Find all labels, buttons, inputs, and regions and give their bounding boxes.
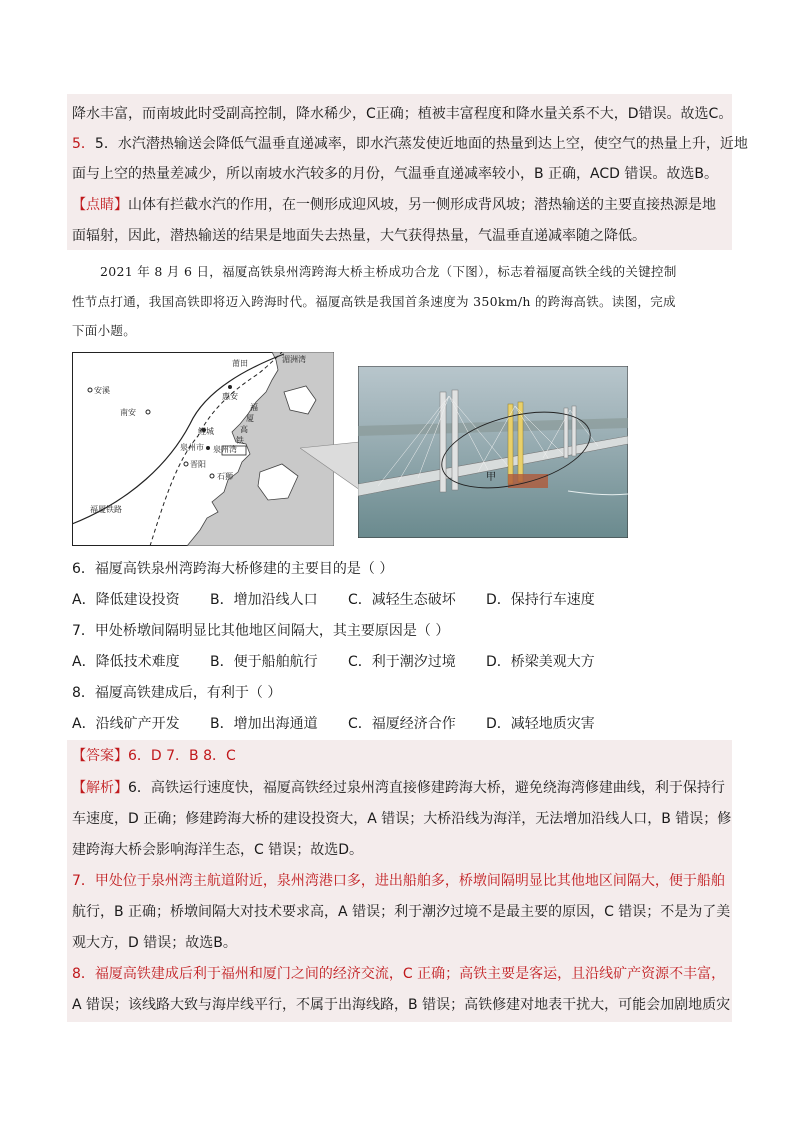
- question-8-option-c[interactable]: C．福厦经济合作: [348, 716, 456, 732]
- analysis-line: 观大方，D 错误；故选B。: [72, 935, 237, 951]
- answer-tag: 【答案】: [72, 748, 128, 764]
- answer-line: [72, 746, 236, 766]
- analysis-line: 8．福厦高铁建成后利于福州和厦门之间的经济交流，C 正确；高铁主要是客运，且沿线矿产资源不丰富，: [72, 966, 726, 982]
- map-label: 惠安: [222, 392, 238, 401]
- question-7-option-d[interactable]: D．桥梁美观大方: [486, 654, 595, 670]
- analysis-line: A 错误；该线路大致与海岸线平行，不属于出海线路，B 错误；高铁修建对地表干扰大，可能会加剧地质灾: [72, 997, 731, 1013]
- map-label: 泉州市: [180, 443, 204, 452]
- analysis-tag: 【解析】: [72, 780, 128, 796]
- question-7-option-c[interactable]: C．利于潮汐过境: [348, 654, 456, 670]
- map-label: 厦: [246, 414, 254, 423]
- question-7-option-a[interactable]: A．降低技术难度: [72, 654, 180, 670]
- explanation-line: 降水丰富，而南坡此时受副高控制，降水稀少，C正确；植被丰富程度和降水量关系不大，D错误。故选C。: [72, 106, 733, 122]
- map-label: 石狮: [217, 472, 233, 481]
- map-label: 高: [240, 425, 248, 434]
- photo-label-jia: 甲: [486, 472, 496, 483]
- map-label: 晋阳: [190, 460, 206, 469]
- map-label: 福厦铁路: [90, 505, 122, 514]
- intro-line: 下面小题。: [72, 323, 137, 338]
- question-8-option-d[interactable]: D．减轻地质灾害: [486, 716, 595, 732]
- bridge-photo: [358, 366, 628, 538]
- map-label: 南安: [120, 408, 136, 417]
- commentary-text: 山体有拦截水汽的作用，在一侧形成迎风坡，另一侧形成背风坡；潜热输送的主要直接热源是地: [128, 197, 716, 213]
- question-6-stem: 6．福厦高铁泉州湾跨海大桥修建的主要目的是（ ）: [72, 561, 394, 577]
- question-8-option-b[interactable]: B．增加出海通道: [210, 716, 318, 732]
- question-6-option-b[interactable]: B．增加沿线人口: [210, 592, 318, 608]
- map-label: 莆田: [232, 359, 248, 368]
- analysis-line: [72, 778, 725, 798]
- map-label: 泉州湾: [213, 445, 237, 454]
- question-6-option-d[interactable]: D．保持行车速度: [486, 592, 595, 608]
- question-6-option-c[interactable]: C．减轻生态破坏: [348, 592, 456, 608]
- quanzhou-bay-map: [72, 352, 334, 546]
- question-6-option-a[interactable]: A．降低建设投资: [72, 592, 180, 608]
- question-8-option-a[interactable]: A．沿线矿产开发: [72, 716, 180, 732]
- question-8-stem: 8．福厦高铁建成后，有利于（ ）: [72, 685, 282, 701]
- intro-line: 2021 年 8 月 6 日，福厦高铁泉州湾跨海大桥主桥成功合龙（下图），标志着福厦高铁全线的关键控制: [100, 264, 677, 279]
- analysis-line: 7．甲处位于泉州湾主航道附近，泉州湾港口多，进出船舶多，桥墩间隔明显比其他地区间隔大，便于船舶: [72, 873, 725, 889]
- question-7-option-b[interactable]: B．便于船舶航行: [210, 654, 318, 670]
- map-label: 鲤城: [198, 427, 214, 436]
- commentary-tag: 【点睛】: [72, 197, 128, 213]
- commentary-line: 面辐射，因此，潜热输送的结果是地面失去热量，大气获得热量，气温垂直递减率随之降低。: [72, 228, 646, 244]
- explanation-line: 面与上空的热量差减少，所以南坡水汽较多的月份，气温垂直递减率较小，B 正确，ACD 错误。故选B。: [72, 166, 718, 182]
- commentary-line: [72, 195, 716, 215]
- map-label: 湄洲湾: [282, 355, 306, 364]
- map-label: 铁: [236, 436, 244, 445]
- explanation-text: 5．水汽潜热输送会降低气温垂直递减率，即水汽蒸发使近地面的热量到达上空，使空气的热量上升，近地: [94, 136, 748, 152]
- question-7-stem: 7．甲处桥墩间隔明显比其他地区间隔大，其主要原因是（ ）: [72, 623, 450, 639]
- analysis-text: 6．高铁运行速度快，福厦高铁经过泉州湾直接修建跨海大桥，避免绕海湾修建曲线，利于保持行: [128, 780, 725, 796]
- map-label: 福: [250, 403, 258, 412]
- analysis-line: 车速度，D 正确；修建跨海大桥的建设投资大，A 错误；大桥沿线为海洋，无法增加沿线人口，B 错误；修: [72, 811, 732, 827]
- map-label: 安溪: [94, 386, 110, 395]
- explanation-line: 5．5．水汽潜热输送会降低气温垂直递减率，即水汽蒸发使近地面的热量到达上空，使空气的热量上升，近地: [72, 136, 748, 152]
- intro-line: 性节点打通，我国高铁即将迈入跨海时代。福厦高铁是我国首条速度为 350km/h 的跨海高铁。读图，完成: [72, 294, 676, 309]
- answer-text: 6．D 7．B 8．C: [128, 748, 236, 764]
- analysis-line: 航行，B 正确；桥墩间隔大对技术要求高，A 错误；利于潮汐过境不是最主要的原因，C 错误；不是为了美: [72, 904, 731, 920]
- analysis-line: 建跨海大桥会影响海洋生态，C 错误；故选D。: [72, 842, 364, 858]
